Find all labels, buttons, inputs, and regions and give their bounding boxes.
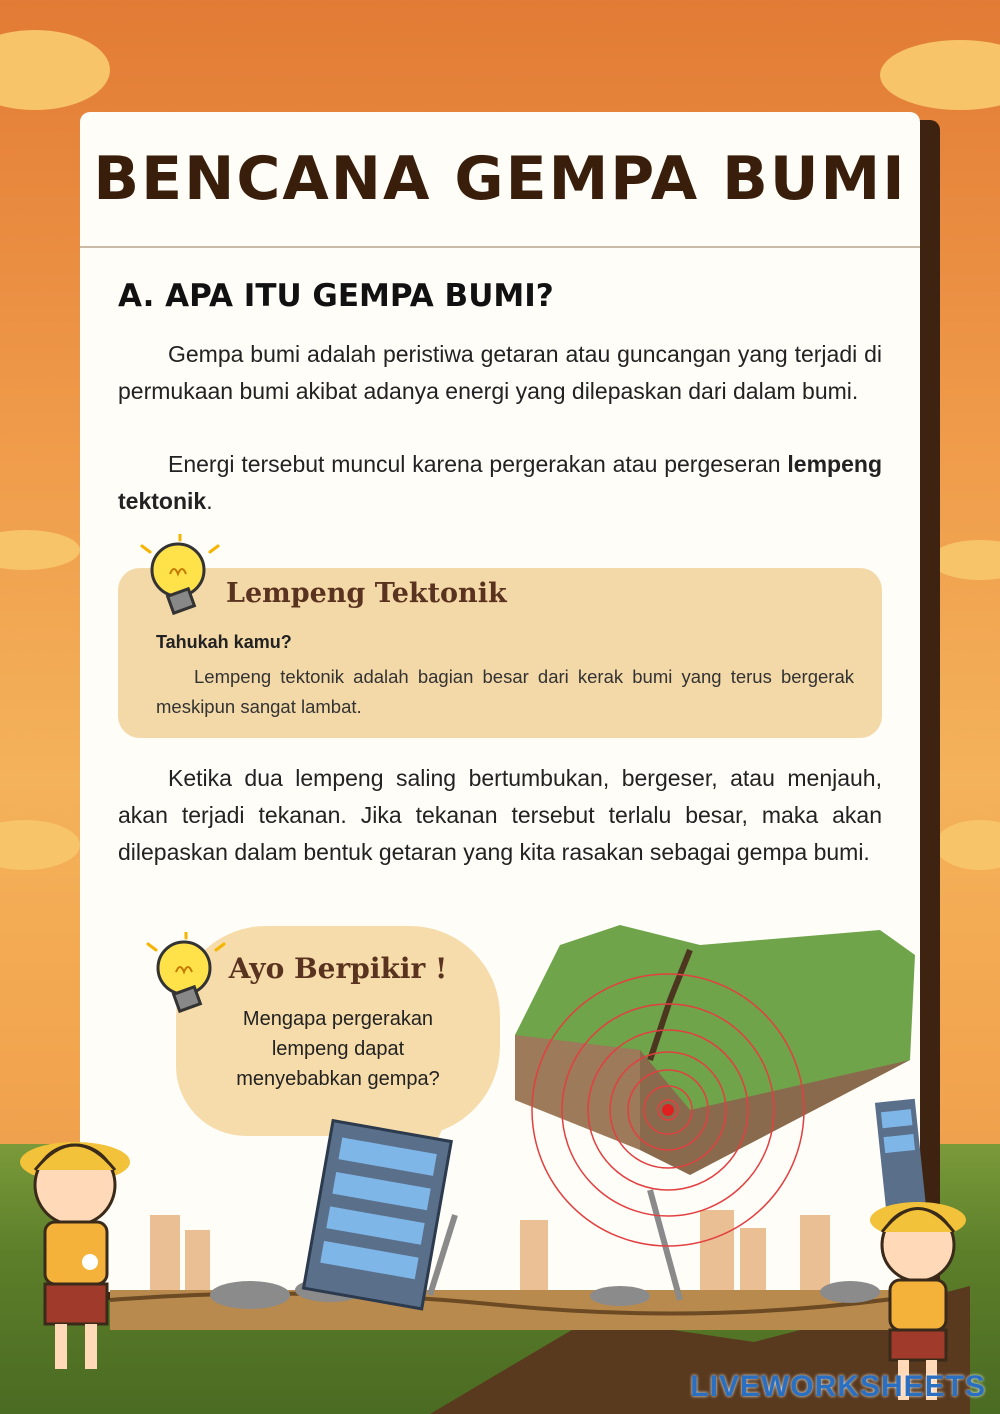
child-illustration [20, 1142, 130, 1369]
info-box-text: Lempeng tektonik adalah bagian besar dari kerak bumi yang terus bergerak meskipun sangat lambat. [156, 666, 854, 717]
info-box-title: Lempeng Tektonik [226, 578, 507, 609]
think-bubble-title: Ayo Berpikir ! [228, 952, 448, 985]
section-title: A. APA ITU GEMPA BUMI? [118, 278, 554, 314]
paragraph-collision: Ketika dua lempeng saling bertumbukan, bergeser, atau menjauh, akan terjadi tekanan. Jika tekanan tersebut terlalu besar, maka akan dilepaskan dalam bentuk getaran yang kita rasakan sebagai gempa bumi. [118, 765, 882, 865]
collapsed-building-illustration [304, 1121, 452, 1309]
paragraph-cause-end: . [206, 488, 213, 514]
keyword-lempeng-tektonik: lempeng tektonik [118, 451, 882, 514]
paragraph-definition: Gempa bumi adalah peristiwa getaran atau guncangan yang terjadi di permukaan bumi akibat adanya energi yang dilepaskan dari dalam bumi. [118, 341, 882, 404]
page-title: BENCANA GEMPA BUMI [93, 144, 907, 214]
think-bubble-question: Mengapa pergerakan lempeng dapat menyebabkan gempa? [236, 1008, 440, 1090]
watermark: LIVEWORKSHEETS [690, 1370, 986, 1403]
info-box-subtitle: Tahukah kamu? [156, 632, 292, 652]
paragraph-cause-text: Energi tersebut muncul karena pergerakan atau pergeseran [168, 451, 788, 477]
earthquake-block-illustration [515, 925, 915, 1246]
